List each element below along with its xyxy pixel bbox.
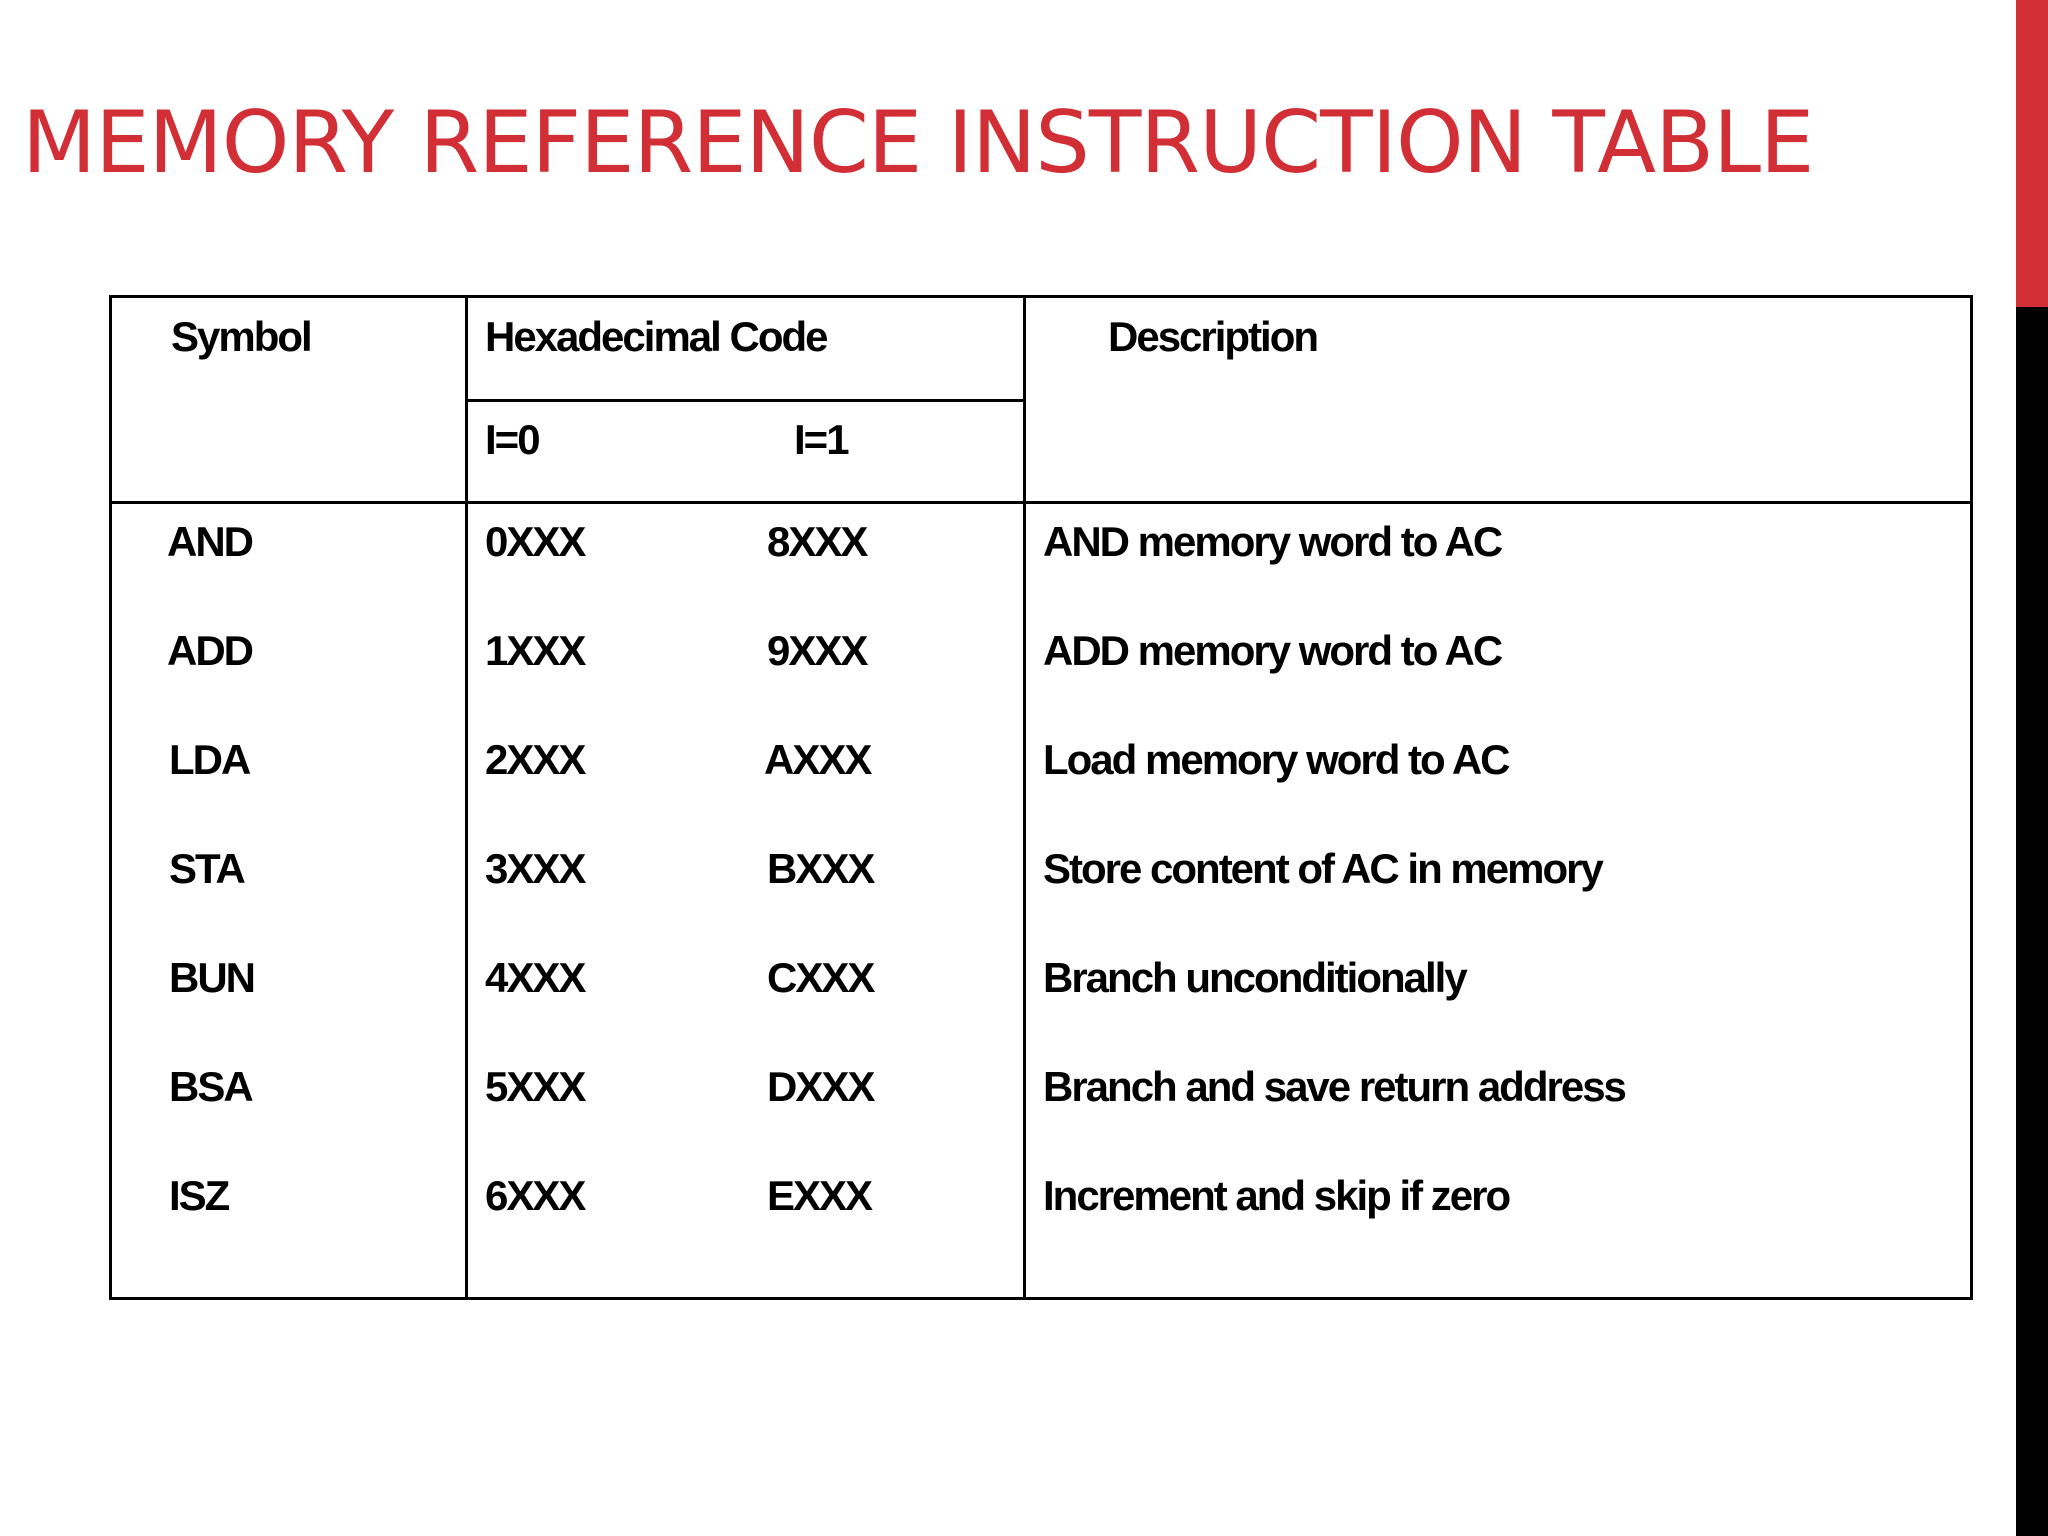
slide-title: MEMORY REFERENCE INSTRUCTION TABLE — [22, 93, 1814, 193]
row-code-i0: 2XXX — [485, 736, 585, 783]
row-description: Branch and save return address — [1043, 1063, 1625, 1110]
row-code-i0: 5XXX — [485, 1063, 585, 1110]
row-symbol: BUN — [169, 954, 254, 1001]
row-description: AND memory word to AC — [1043, 518, 1502, 565]
row-code-i0: 6XXX — [485, 1172, 585, 1219]
row-code-i1: 9XXX — [767, 627, 867, 674]
header-hex-code: Hexadecimal Code — [485, 313, 827, 360]
row-code-i0: 3XXX — [485, 845, 585, 892]
row-symbol: ISZ — [169, 1172, 229, 1219]
row-symbol: LDA — [169, 736, 250, 783]
row-symbol: ADD — [167, 627, 252, 674]
row-code-i1: DXXX — [767, 1063, 874, 1110]
row-code-i1: BXXX — [767, 845, 874, 892]
row-symbol: BSA — [169, 1063, 252, 1110]
header-description: Description — [1108, 313, 1318, 360]
row-code-i1: EXXX — [767, 1172, 872, 1219]
row-code-i0: 4XXX — [485, 954, 585, 1001]
row-code-i1: AXXX — [764, 736, 871, 783]
header-symbol: Symbol — [171, 313, 311, 360]
row-description: Branch unconditionally — [1043, 954, 1466, 1001]
side-bar — [2016, 307, 2048, 1536]
row-description: Increment and skip if zero — [1043, 1172, 1510, 1219]
row-symbol: STA — [169, 845, 244, 892]
row-code-i1: 8XXX — [767, 518, 867, 565]
column-divider-hex — [1023, 298, 1026, 1297]
accent-bar — [2016, 0, 2048, 307]
row-code-i0: 0XXX — [485, 518, 585, 565]
column-divider-symbol — [465, 298, 468, 1297]
hex-subheader-divider — [468, 399, 1023, 402]
header-i1: I=1 — [794, 416, 848, 463]
instruction-table — [109, 295, 1973, 1300]
row-symbol: AND — [167, 518, 252, 565]
row-description: Store content of AC in memory — [1043, 845, 1602, 892]
row-description: ADD memory word to AC — [1043, 627, 1502, 674]
row-code-i1: CXXX — [767, 954, 874, 1001]
header-i0: I=0 — [485, 416, 539, 463]
header-divider — [112, 501, 1970, 504]
row-description: Load memory word to AC — [1043, 736, 1509, 783]
row-code-i0: 1XXX — [485, 627, 585, 674]
